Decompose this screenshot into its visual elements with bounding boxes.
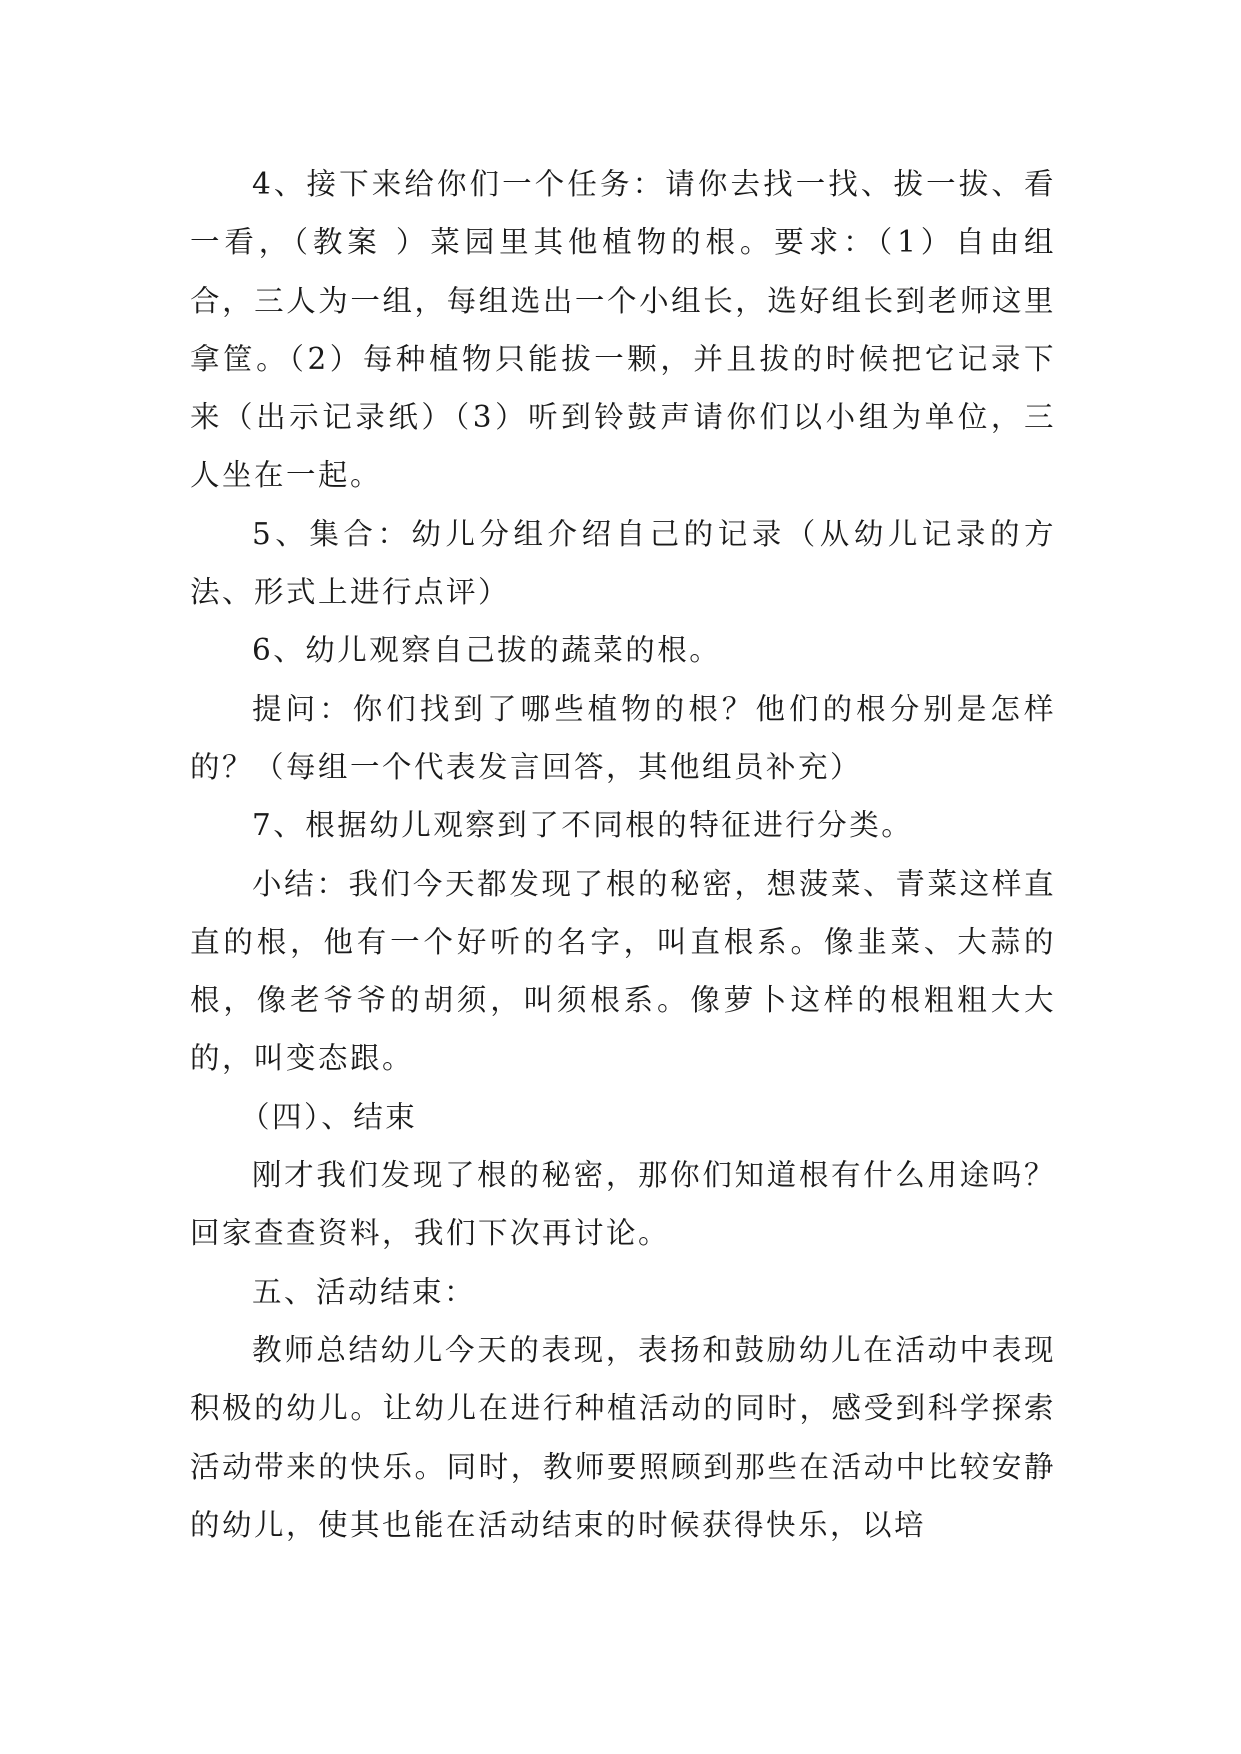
paragraph-discussion: 刚才我们发现了根的秘密，那你们知道根有什么用途吗？回家查查资料，我们下次再讨论。	[190, 1158, 1056, 1251]
paragraph-summary: 小结：我们今天都发现了根的秘密，想菠菜、青菜这样直直的根，他有一个好听的名字，叫直根系。像韭菜、大蒜的根，像老爷爷的胡须，叫须根系。像萝卜这样的根粗粗大大的，叫变态跟。	[190, 866, 1056, 1076]
paragraph-question: 提问：你们找到了哪些植物的根？他们的根分别是怎样的？（每组一个代表发言回答，其他组员补充）	[190, 691, 1056, 784]
section-heading-activity-end: 五、活动结束：	[252, 1274, 477, 1309]
paragraph-teacher-summary: 教师总结幼儿今天的表现，表扬和鼓励幼儿在活动中表现积极的幼儿。让幼儿在进行种植活动的同时，感受到科学探索活动带来的快乐。同时，教师要照顾到那些在活动中比较安静的幼儿，使其也能在活动结束的时候获得快乐，以培	[190, 1332, 1056, 1542]
paragraph-observe: 6、幼儿观察自己拔的蔬菜的根。	[252, 633, 722, 668]
paragraph-classify: 7、根据幼儿观察到了不同根的特征进行分类。	[252, 808, 914, 843]
document-body	[190, 155, 1056, 1554]
section-heading-end: （四）、结束	[240, 1099, 418, 1134]
paragraph-task: 4、接下来给你们一个任务：请你去找一找、拔一拔、看一看，（教案 ）菜园里其他植物的根。要求：（1）自由组合，三人为一组，每组选出一个小组长，选好组长到老师这里拿筐。（2）每种植物只能拔一颗，并且拔的时候把它记录下来（出示记录纸）（3）听到铃鼓声请你们以小组为单位，三人坐在一起。	[190, 167, 1056, 493]
paragraph-gather: 5、集合：幼儿分组介绍自己的记录（从幼儿记录的方法、形式上进行点评）	[190, 516, 1056, 610]
